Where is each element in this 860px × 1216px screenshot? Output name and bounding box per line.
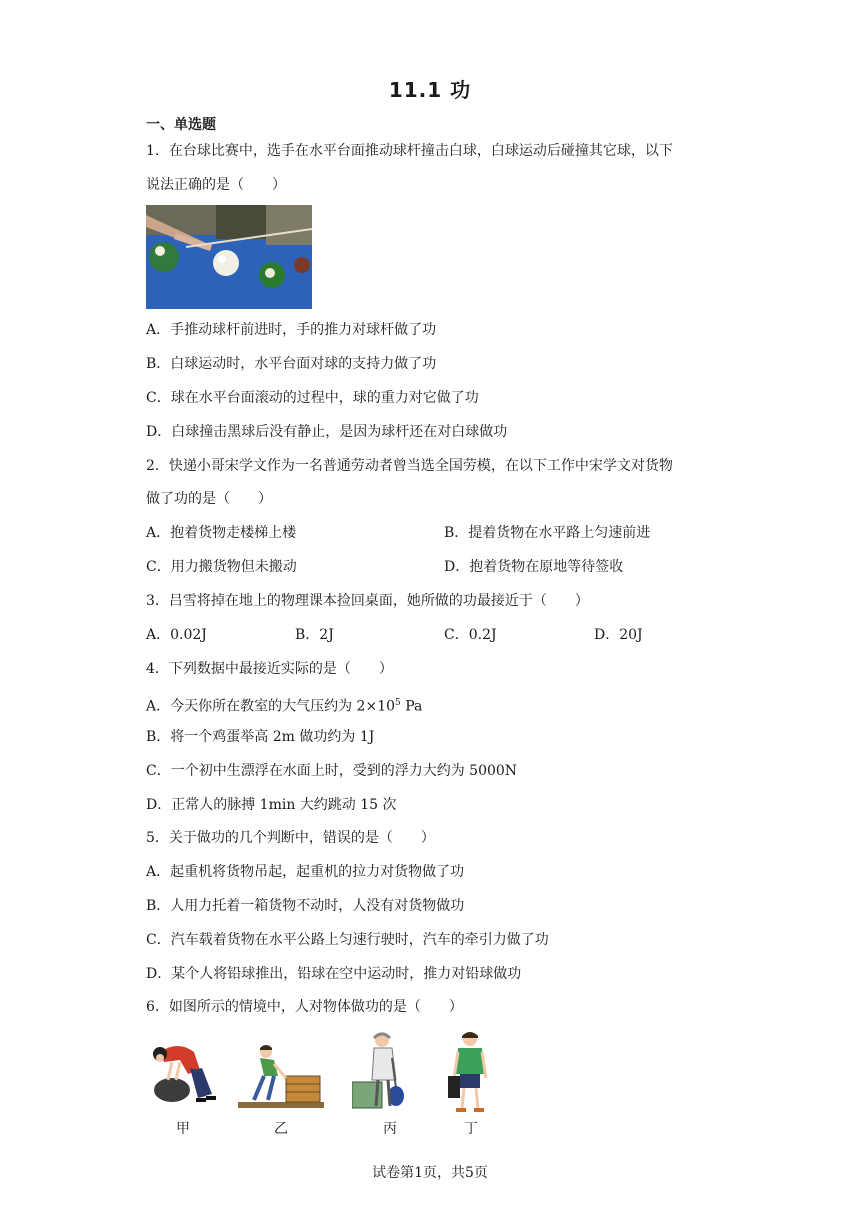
- q4-option-a-exponent: 5: [395, 698, 401, 708]
- q4-option-a: [146, 693, 422, 717]
- q1-stem-line1: 1．在台球比赛中，选手在水平台面推动球杆撞击白球，白球运动后碰撞其它球，以下: [146, 143, 673, 159]
- q3-option-c: C．0.2J: [444, 627, 497, 643]
- q2-stem-line1: 2．快递小哥宋学文作为一名普通劳动者曾当选全国劳模，在以下工作中宋学文对货物: [146, 458, 673, 474]
- caption-jia: 甲: [176, 1121, 190, 1137]
- q1-option-a: A．手推动球杆前进时，手的推力对球杆做了功: [146, 322, 437, 338]
- q6-stem: 6．如图所示的情境中，人对物体做功的是（ ）: [146, 999, 463, 1015]
- q1-option-d: D．白球撞击黑球后没有静止，是因为球杆还在对白球做功: [146, 424, 508, 440]
- q4-option-c: C．一个初中生漂浮在水面上时，受到的浮力大约为 5000N: [146, 763, 518, 779]
- q4-option-a-unit: Pa: [400, 698, 423, 715]
- billiards-photo: [146, 205, 312, 309]
- caption-ding: 丁: [464, 1121, 478, 1137]
- q2-option-b: B．提着货物在水平路上匀速前进: [444, 525, 651, 541]
- figure-jia: [150, 1040, 220, 1108]
- figure-yi: [238, 1042, 324, 1110]
- q3-stem: 3．吕雪将掉在地上的物理课本捡回桌面，她所做的功最接近于（ ）: [146, 593, 589, 609]
- q1-stem-line2: 说法正确的是（ ）: [146, 177, 286, 193]
- q2-option-c: C．用力搬货物但未搬动: [146, 559, 297, 575]
- q1-option-c: C．球在水平台面滚动的过程中，球的重力对它做了功: [146, 390, 479, 406]
- page-footer: 试卷第1页，共5页: [372, 1165, 488, 1181]
- section-heading: 一、单选题: [146, 117, 216, 133]
- caption-yi: 乙: [274, 1121, 288, 1137]
- q4-option-a-text: A．今天你所在教室的大气压约为 2×10: [146, 698, 396, 715]
- q2-option-d: D．抱着货物在原地等待签收: [444, 559, 624, 575]
- q5-stem: 5．关于做功的几个判断中，错误的是（ ）: [146, 830, 435, 846]
- q2-stem-line2: 做了功的是（ ）: [146, 491, 272, 507]
- q3-option-d: D．20J: [594, 627, 643, 643]
- figure-ding: [446, 1030, 496, 1114]
- q5-option-b: B．人用力托着一箱货物不动时，人没有对货物做功: [146, 898, 465, 914]
- q4-option-b: B．将一个鸡蛋举高 2m 做功约为 1J: [146, 729, 375, 745]
- q3-option-a: A．0.02J: [146, 627, 207, 643]
- caption-bing: 丙: [383, 1121, 397, 1137]
- q5-option-d: D．某个人将铅球推出，铅球在空中运动时，推力对铅球做功: [146, 966, 522, 982]
- q1-option-b: B．白球运动时，水平台面对球的支持力做了功: [146, 356, 437, 372]
- q4-stem: 4．下列数据中最接近实际的是（ ）: [146, 661, 393, 677]
- q4-option-d: D．正常人的脉搏 1min 大约跳动 15 次: [146, 797, 397, 813]
- q5-option-a: A．起重机将货物吊起，起重机的拉力对货物做了功: [146, 864, 465, 880]
- figure-bing: [352, 1030, 408, 1110]
- q2-option-a: A．抱着货物走楼梯上楼: [146, 525, 297, 541]
- q5-option-c: C．汽车载着货物在水平公路上匀速行驶时，汽车的牵引力做了功: [146, 932, 549, 948]
- q3-option-b: B．2J: [295, 627, 334, 643]
- page-title: 11.1 功: [388, 78, 472, 102]
